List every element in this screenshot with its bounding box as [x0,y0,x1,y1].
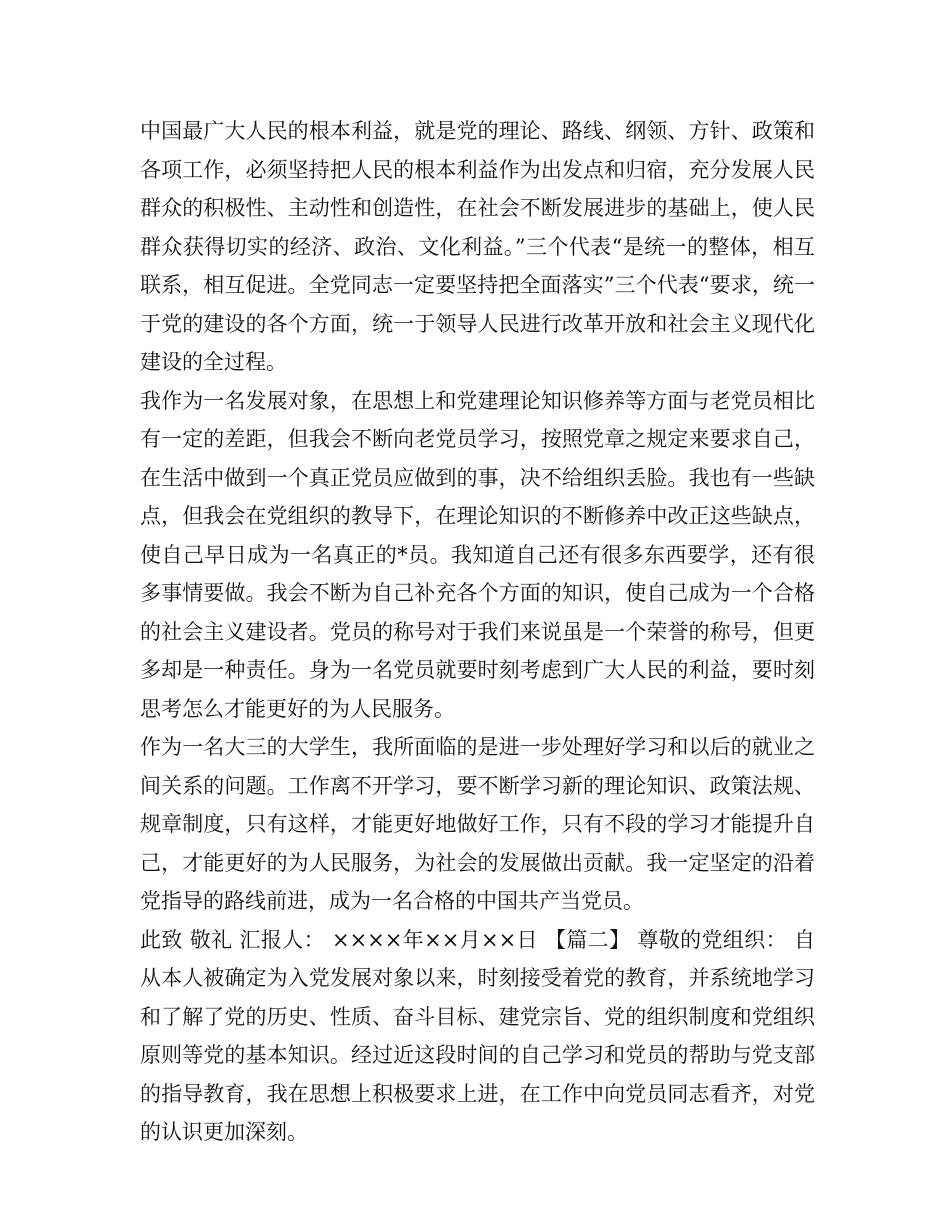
paragraph-3: 作为一名大三的大学生，我所面临的是进一步处理好学习和以后的就业之间关系的问题。工作离不开学习，要不断学习新的理论知识、政策法规、规章制度，只有这样，才能更好地做好工作，只有不段的学习才能提升自己，才能更好的为人民服务，为社会的发展做出贡献。我一定坚定的沿着党指导的路线前进，成为一名合格的中国共产当党员。 [140,735,815,913]
document-body [140,112,815,1152]
paragraph-1: 中国最广大人民的根本利益，就是党的理论、路线、纲领、方针、政策和各项工作，必须坚持把人民的根本利益作为出发点和归宿，充分发展人民群众的积极性、主动性和创造性，在社会不断发展进步的基础上，使人民群众获得切实的经济、政治、文化利益。”三个代表“是统一的整体，相互联系，相互促进。全党同志一定要坚持把全面落实”三个代表“要求，统一于党的建设的各个方面，统一于领导人民进行改革开放和社会主义现代化建设的全过程。 [140,119,815,374]
paragraph-4: 此致 敬礼 汇报人： ××××年××月××日 【篇二】 尊敬的党组织： 自从本人被确定为入党发展对象以来，时刻接受着党的教育，并系统地学习和了解了党的历史、性质、奋斗目标、建党宗旨、党的组织制度和党组织原则等党的基本知识。经过近这段时间的自己学习和党员的帮助与党支部的指导教育，我在思想上积极要求上进，在工作中向党员同志看齐，对党的认识更加深刻。 [140,927,815,1144]
paragraph-2: 我作为一名发展对象，在思想上和党建理论知识修养等方面与老党员相比有一定的差距，但我会不断向老党员学习，按照党章之规定来要求自己，在生活中做到一个真正党员应做到的事，决不给组织丢脸。我也有一些缺点，但我会在党组织的教导下，在理论知识的不断修养中改正这些缺点，使自己早日成为一名真正的*员。我知道自己还有很多东西要学，还有很多事情要做。我会不断为自己补充各个方面的知识，使自己成为一个合格的社会主义建设者。党员的称号对于我们来说虽是一个荣誉的称号，但更多却是一种责任。身为一名党员就要时刻考虑到广大人民的利益，要时刻思考怎么才能更好的为人民服务。 [140,388,815,721]
